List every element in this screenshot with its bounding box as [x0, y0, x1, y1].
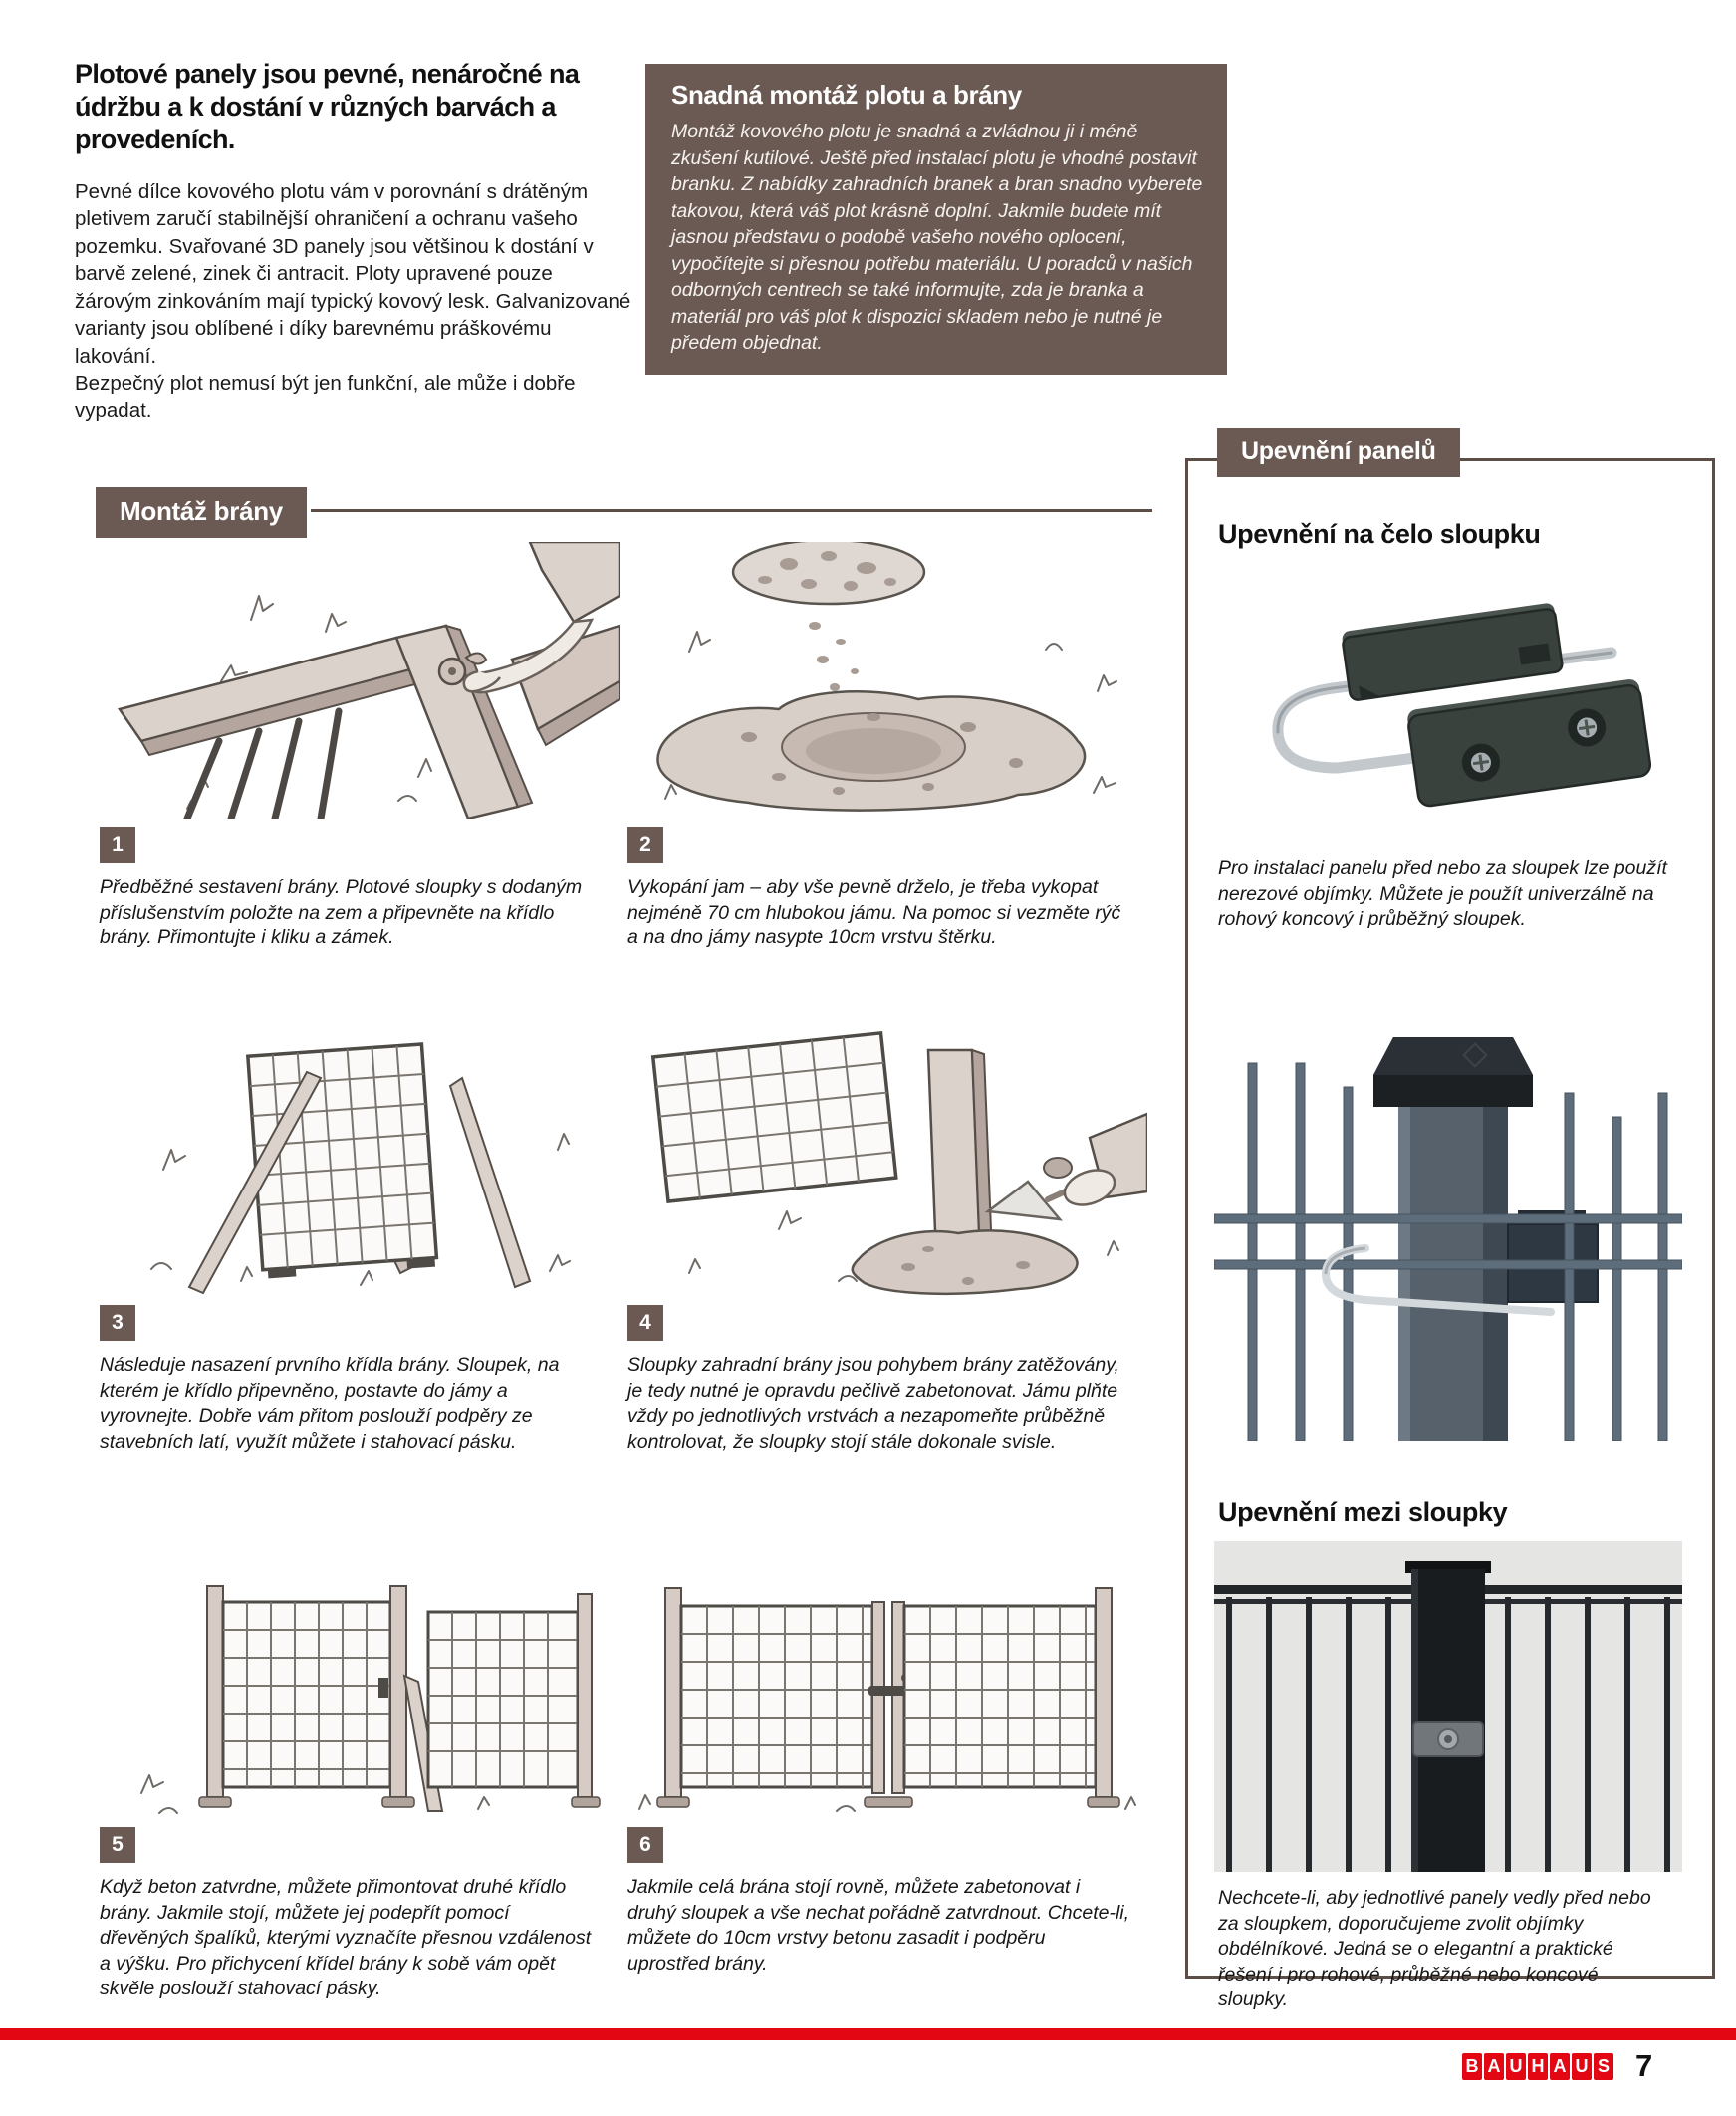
- step-6: [627, 1542, 1149, 1977]
- step-1: [100, 542, 621, 951]
- step-6-caption: Jakmile celá brána stojí rovně, můžete zabetonovat i druhý sloupek a vše nechat pořádně zatvrdnout. Chcete-li, můžete do 10cm vrstvy betonu zasadit i podpěru uprostřed brány.: [627, 1876, 1130, 1975]
- step-number-badge: 5: [100, 1827, 135, 1863]
- step-3: [100, 1020, 621, 1455]
- post-clamp-image: [1214, 997, 1682, 1441]
- gate-wing-supports-drawing: [112, 1020, 610, 1297]
- step-4-illustration: [627, 1020, 1149, 1297]
- mesh-panel: [248, 1044, 437, 1279]
- step-1-caption: Předběžné sestavení brány. Plotové sloupky s dodaným příslušenstvím položte na zem a připevněte na křídlo brány. Přimontujte i kliku a zámek.: [100, 876, 583, 949]
- step-number-badge: 4: [627, 1305, 663, 1341]
- info-box: [645, 64, 1227, 375]
- logo-letter-tile: H: [1528, 2053, 1548, 2080]
- info-box-body: Montáž kovového plotu je snadná a zvládnou ji i méně zkušení kutilové. Ještě před instalací plotu je vhodné postavit branku. Z nabídky zahradních branek a bran snadno vyberete takovou, která váš plot krásně doplní. Jakmile budete mít jasnou představu o podobě vašeho nového oplocení, vypočítejte si přesnou potřebu materiálu. U poradců v našich odborných centrech se také informujte, zda je branka a materiál pro váš plot k dispozici skladem nebo je nutné je předem objednat.: [671, 121, 1203, 355]
- page-title: Plotové panely jsou pevné, nenáročné na údržbu a k dostání v různých barvách a provedeních.: [75, 59, 580, 154]
- horizontal-rail: [1485, 1585, 1682, 1594]
- logo-letter-tile: A: [1550, 2053, 1570, 2080]
- step-4: [627, 1020, 1149, 1455]
- subheading-front-of-post: Upevnění na čelo sloupku: [1218, 519, 1541, 549]
- finished-gate-drawing: [629, 1558, 1147, 1819]
- gate-latch: [378, 1678, 388, 1698]
- section-rule: [311, 509, 1152, 512]
- step-5: [100, 1542, 621, 2002]
- post-body: [1411, 1569, 1485, 1872]
- stone: [1044, 1158, 1072, 1178]
- step-2: [627, 542, 1149, 951]
- page-number: 7: [1635, 2048, 1653, 2083]
- arm-sleeve: [530, 542, 620, 622]
- intro-paragraph: [75, 178, 632, 424]
- logo-letter-tile: B: [1462, 2053, 1482, 2080]
- panel-fixing-section: [1185, 458, 1715, 2011]
- caption-front-of-post: Pro instalaci panelu před nebo za sloupek lze použít nerezové objímky. Můžete je použít univerzálně na rohový koncový i průběžný sloupek.: [1218, 857, 1667, 930]
- subheading-between-posts: Upevnění mezi sloupky: [1218, 1497, 1508, 1527]
- footer-red-bar: [0, 2028, 1736, 2040]
- step-number-badge: 6: [627, 1827, 663, 1863]
- anthracite-post-photo: [1214, 997, 1682, 1441]
- step-2-caption: Vykopání jam – aby vše pevně drželo, je třeba vykopat nejméně 70 cm hlubokou jámu. Na pomoc si vezměte rýč a na dno jámy nasypte 10cm vrstvu štěrku.: [627, 876, 1121, 949]
- horizontal-rail: [1214, 1260, 1682, 1269]
- intro-section: [75, 58, 632, 424]
- logo-letter-tile: S: [1594, 2053, 1613, 2080]
- between-posts-image: [1214, 1541, 1682, 1872]
- clamp-product-image: [1228, 561, 1666, 840]
- bauhaus-logo: [1462, 2053, 1615, 2080]
- clamp-back-block: [1342, 602, 1564, 700]
- intro-body-1: Pevné dílce kovového plotu vám v porovnání s drátěným pletivem zaručí stabilnější ohraničení a ochranu vašeho pozemku. Svařované 3D panely jsou většinou k dostání v barvě zelené, zinek či antracit. Ploty upravené pouze žárovým zinkováním mají typický kovový lesk. Galvanizované varianty jsou oblíbené i díky barevnému práškovému lakování.: [75, 179, 631, 368]
- mesh-panel: [653, 1033, 896, 1201]
- horizontal-rail: [1214, 1585, 1411, 1594]
- step-4-caption: Sloupky zahradní brány jsou pohybem brány zatěžovány, je tedy nutné je opravdu pečlivě zabetonovat. Jámu plňte vždy po jednotlivých vrstvách a nezapomeňte průběžně kontrolovat, že sloupky stojí stále dokonale svisle.: [627, 1354, 1119, 1453]
- step-3-illustration: [100, 1020, 621, 1297]
- concreting-post-drawing: [629, 1020, 1147, 1297]
- second-wing-mounting-drawing: [112, 1558, 610, 1819]
- step-5-illustration: [100, 1542, 621, 1819]
- support-lath: [450, 1078, 530, 1287]
- horizontal-rail: [1214, 1214, 1682, 1223]
- step-5-caption: Když beton zatvrdne, můžete přimontovat druhé křídlo brány. Jakmile stojí, můžete jej podepřít pomocí dřevěných špalíků, kterými vyznačíte přesnou vzdálenost a výšku. Pro přichycení křídel brány k sobě vám opět skvěle poslouží stahovací pásky.: [100, 1876, 592, 2000]
- logo-letter-tile: U: [1506, 2053, 1526, 2080]
- gate-latch: [868, 1686, 908, 1696]
- logo-letter-tile: A: [1484, 2053, 1504, 2080]
- step-number-badge: 2: [627, 827, 663, 863]
- between-posts-photo: [1214, 1541, 1682, 1872]
- stainless-clamp-photo: [1228, 561, 1666, 840]
- caption-between-posts: Nechcete-li, aby jednotlivé panely vedly před nebo za sloupkem, doporučujeme zvolit objímky obdélníkové. Jedná se o elegantní a praktické řešení i pro rohové, průběžné nebo koncové sloupky.: [1218, 1887, 1651, 2011]
- step-1-illustration: [100, 542, 621, 819]
- info-box-title: Snadná montáž plotu a brány: [671, 80, 1022, 110]
- digging-hole-drawing: [629, 542, 1147, 819]
- step-3-caption: Následuje nasazení prvního křídla brány. Sloupek, na kterém je křídlo připevněno, postavte do jámy a vyrovnejte. Dobře vám přitom poslouží podpěry ze stavebních latí, využít můžete i stahovací pásku.: [100, 1354, 560, 1453]
- section-label-panel-fixing: Upevnění panelů: [1217, 428, 1460, 477]
- step-number-badge: 3: [100, 1305, 135, 1341]
- section-label-gate-assembly: Montáž brány: [96, 487, 307, 538]
- step-6-illustration: [627, 1542, 1149, 1819]
- clamp-front-block: [1406, 678, 1651, 808]
- intro-body-2: Bezpečný plot nemusí být jen funkční, ale může i dobře vypadat.: [75, 372, 576, 422]
- logo-letter-tile: U: [1572, 2053, 1592, 2080]
- step-number-badge: 1: [100, 827, 135, 863]
- step-2-illustration: [627, 542, 1149, 819]
- gate-hinge-assembly-drawing: [102, 542, 620, 819]
